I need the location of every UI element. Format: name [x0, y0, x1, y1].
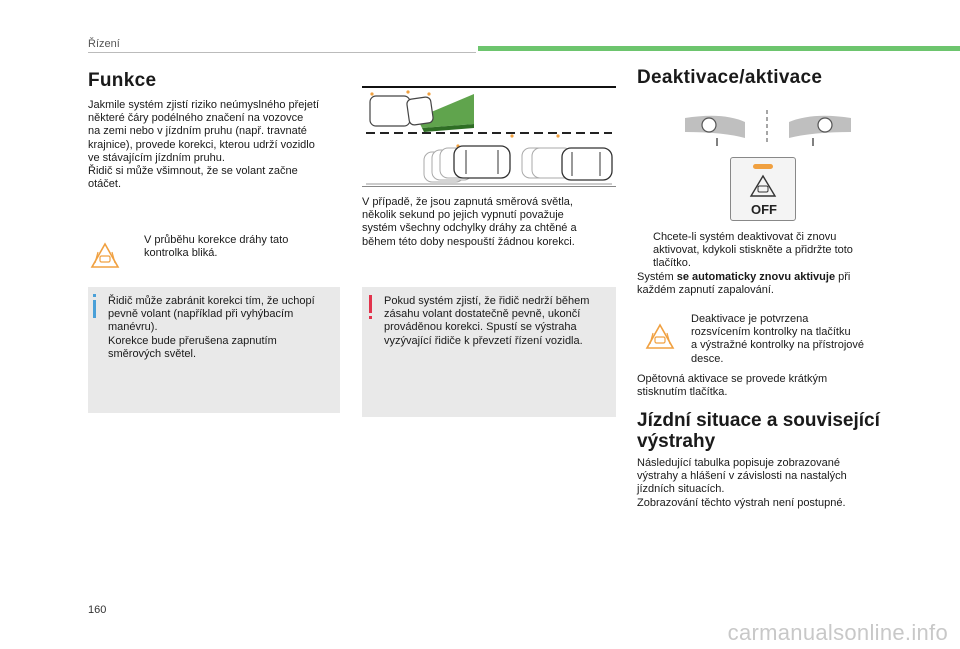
- section-label: Řízení: [88, 38, 120, 50]
- lane-departure-warning-icon: [645, 322, 675, 352]
- off-button-label: OFF: [751, 202, 777, 217]
- reactivation-text: Opětovná aktivace se provede krátkým stisknutím tlačítka.: [637, 373, 828, 399]
- lane-keeping-diagram: [362, 88, 616, 186]
- indicator-text: V průběhu korekce dráhy tato kontrolka bliká.: [144, 234, 289, 260]
- button-indicator-light: [753, 164, 773, 169]
- diagram-bottom-rule: [362, 186, 616, 187]
- table-intro-paragraph: Následující tabulka popisuje zobrazované výstrahy a hlášení v závislosti na nastalých jízdních situacích. Zobrazování těchto výstrah není postupné.: [637, 457, 847, 509]
- steering-wheel-icon: [683, 108, 853, 148]
- watermark: carmanualsonline.info: [727, 620, 948, 645]
- deactivation-instructions: Chcete-li systém deaktivovat či znovu aktivovat, kdykoli stiskněte a přidržte toto tlačítko. Systém se automaticky znovu aktivuje při každém zapnutí zapalování.: [637, 231, 853, 296]
- page-number: 160: [88, 604, 107, 616]
- confirmation-text: Deaktivace je potvrzena rozsvícením kontrolky na tlačítku a výstražné kontrolky na přístrojové desce.: [691, 313, 865, 365]
- warning-box-text: Pokud systém zjistí, že řidič nedrží během zásahu volant dostatečně pevně, ukončí prováděnou korekci. Spustí se výstraha vyzývající řidiče k převzetí řízení vozidla.: [384, 295, 590, 347]
- lane-departure-icon: [749, 174, 777, 198]
- funkce-paragraph: Jakmile systém zjistí riziko neúmyslného přejetí některé čáry podélného značení na vozovce na zemi nebo v jízdním pruhu (např. travnaté krajnice), provede korekci, kterou udrží vozidlo ve stávajícím jízdním pruhu. Řidič si může všimnout, že se volant začne otáčet.: [88, 99, 320, 191]
- heading-deaktivace: Deaktivace/aktivace: [637, 67, 823, 88]
- info-icon: [93, 300, 96, 318]
- header-divider: [88, 52, 476, 53]
- info-box-text: Řidič může zabránit korekci tím, že uchopí pevně volant (například při vyhýbacím manévru). Korekce bude přerušena zapnutím směrových světel.: [108, 295, 315, 360]
- heading-funkce: Funkce: [88, 70, 157, 91]
- lane-keeping-off-button[interactable]: [730, 157, 796, 221]
- heading-jizdni-situace: Jízdní situace a související výstrahy: [637, 410, 880, 452]
- header-accent-bar: [478, 46, 960, 51]
- exclamation-icon: [369, 295, 372, 313]
- lane-departure-warning-icon: [90, 241, 120, 271]
- turn-signal-paragraph: V případě, že jsou zapnutá směrová světla, několik sekund po jejich vypnutí považuje systém všechny odchylky dráhy za chtěné a během této doby nespouští žádnou korekci.: [362, 196, 577, 248]
